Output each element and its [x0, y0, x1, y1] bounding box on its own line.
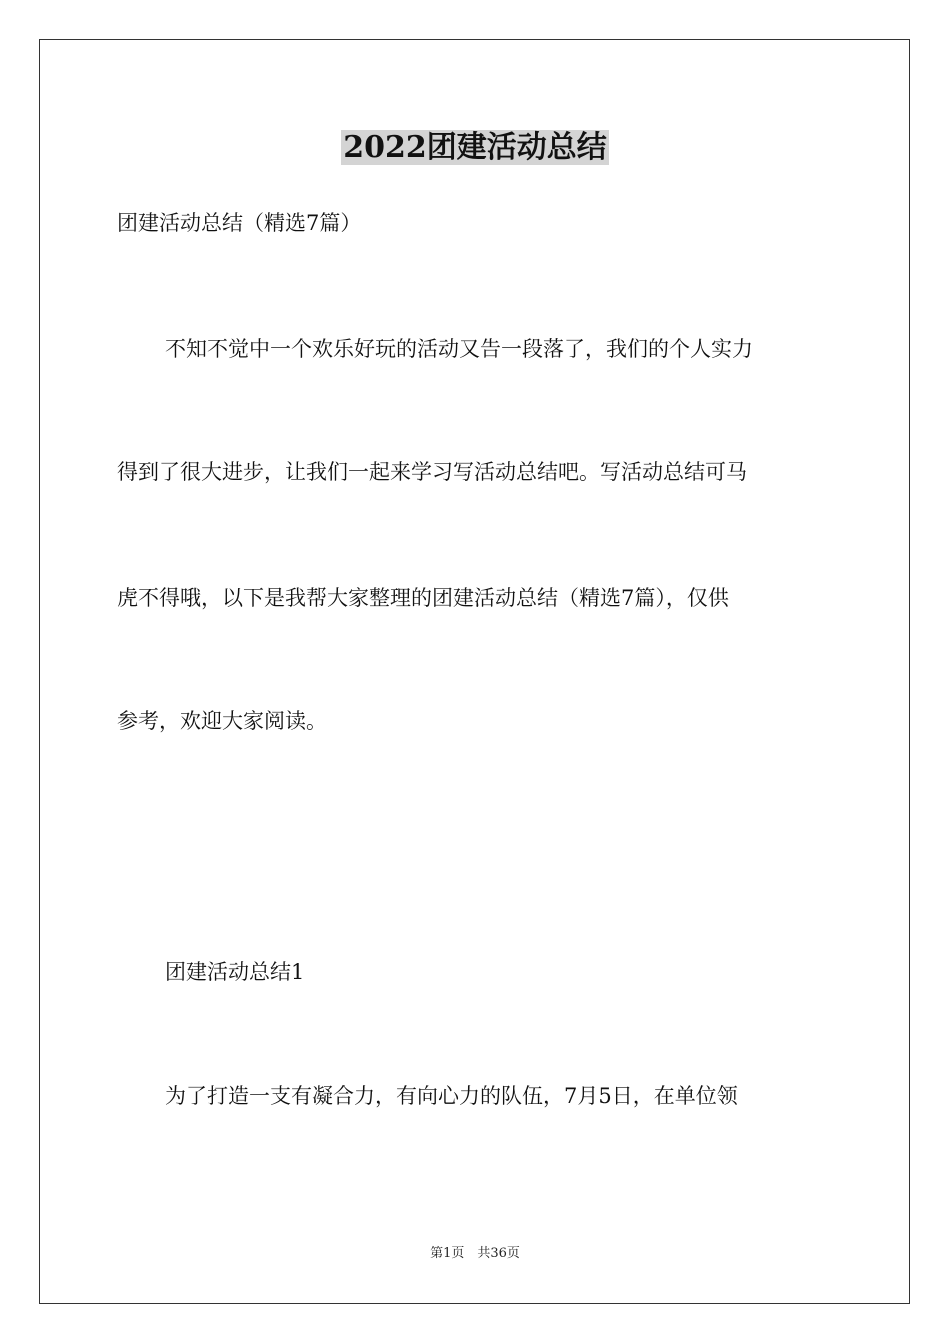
intro-line-4: 参考，欢迎大家阅读。 — [117, 709, 327, 733]
document-title — [0, 126, 950, 170]
intro-line-3: 虎不得哦，以下是我帮大家整理的团建活动总结（精选7篇），仅供 — [117, 586, 729, 610]
intro-line-1: 不知不觉中一个欢乐好玩的活动又告一段落了，我们的个人实力 — [165, 337, 753, 361]
document-title-text: 2022团建活动总结 — [343, 130, 607, 165]
section-line-1: 为了打造一支有凝合力，有向心力的队伍，7月5日，在单位领 — [165, 1084, 738, 1108]
section-heading: 团建活动总结1 — [165, 960, 305, 984]
intro-line-2: 得到了很大进步，让我们一起来学习写活动总结吧。写活动总结可马 — [117, 460, 747, 484]
page-footer: 第1页 共36页 — [430, 1246, 520, 1261]
document-subtitle: 团建活动总结（精选7篇） — [117, 211, 362, 235]
